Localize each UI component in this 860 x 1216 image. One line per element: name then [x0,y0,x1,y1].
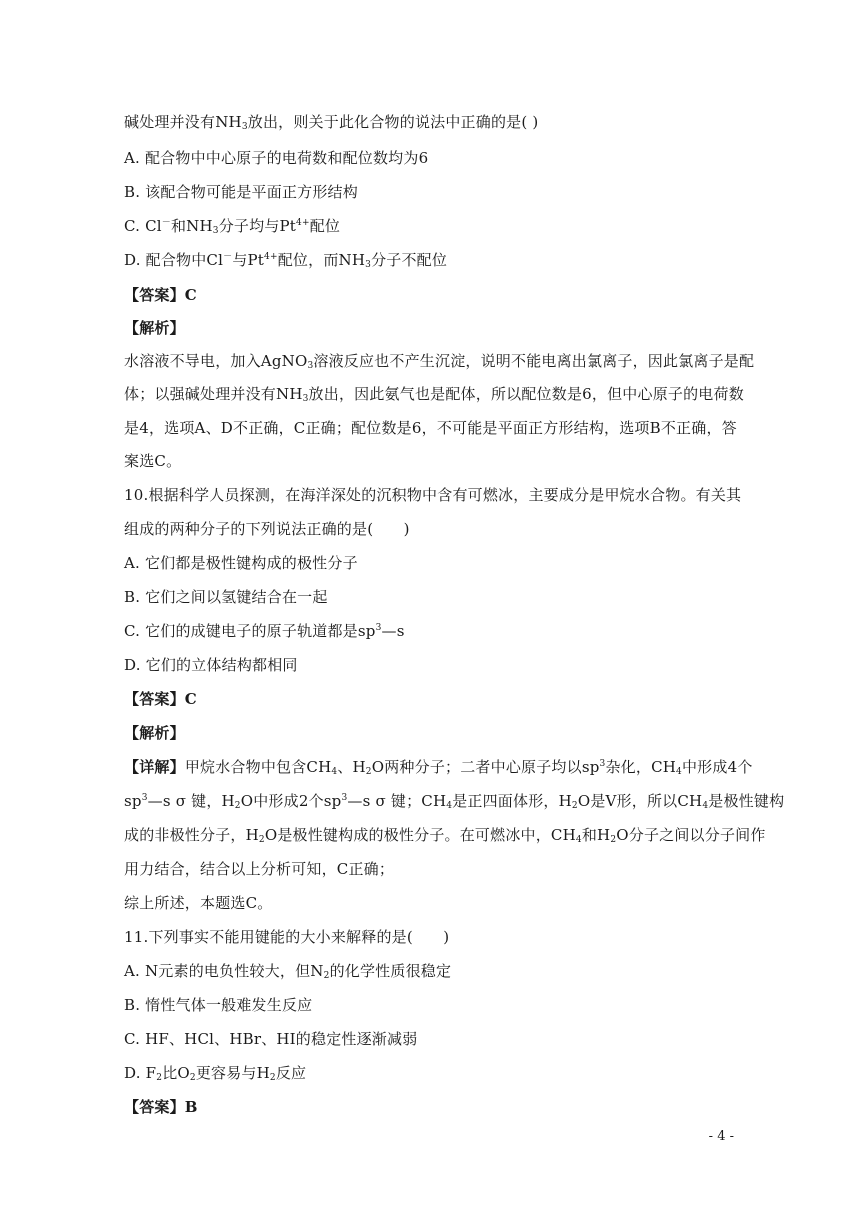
q9-option-a: A. 配合物中中心原子的电荷数和配位数均为6 [124,149,429,167]
q10-answer: 【答案】C [124,690,197,708]
q11-answer: 【答案】B [124,1098,198,1116]
q9-analysis-line-1: 水溶液不导电，加入AgNO$_3$溶液反应也不产生沉淀，说明不能电离出氯离子，因此氯离子是配 [124,352,755,371]
page-number: - 4 - [708,1129,734,1144]
q10-stem-line-1: 10.根据科学人员探测，在海洋深处的沉积物中含有可燃冰，主要成分是甲烷水合物。有关其 [124,486,742,504]
q11-option-d: D. $F_2$比$O_2$更容易与$H_2$反应 [124,1064,307,1083]
q9-option-b: B. 该配合物可能是平面正方形结构 [124,183,358,201]
q10-detail-line-2: $sp^3—s$ σ 键，$H_2O$中形成2个$sp^3—s$ σ 键；$CH_4$是正四面体形，$H_2O$是V形，所以$CH_4$是极性键构 [124,792,785,811]
q10-detail-line-1: 【详解】甲烷水合物中包含$CH_4$、$H_2O$两种分子；二者中心原子均以$sp^3$杂化，$CH_4$中形成4个 [124,758,753,777]
q10-option-d: D. 它们的立体结构都相同 [124,656,298,674]
q9-analysis-line-3: 是4，选项A、D不正确，C正确；配位数是6，不可能是平面正方形结构，选项B不正确，答 [124,419,737,437]
q11-option-a: A. N元素的电负性较大，但$N_2$的化学性质很稳定 [124,962,452,981]
q11-stem: 11.下列事实不能用键能的大小来解释的是( ) [124,928,450,946]
q10-stem-line-2: 组成的两种分子的下列说法正确的是( ) [124,520,410,538]
q9-analysis-line-2: 体；以强碱处理并没有$NH_3$放出，因此氨气也是配体，所以配位数是6，但中心原子的电荷数 [124,385,744,404]
q9-stem-tail: 碱处理并没有$NH_3$放出，则关于此化合物的说法中正确的是( ) [124,113,539,132]
q10-option-b: B. 它们之间以氢键结合在一起 [124,588,328,606]
q9-option-d: D. 配合物中Cl－与$Pt^{4+}$配位，而$NH_3$分子不配位 [124,251,448,270]
q10-option-c: C. 它们的成键电子的原子轨道都是$sp^3—s$ [124,622,405,640]
q10-option-a: A. 它们都是极性键构成的极性分子 [124,554,358,572]
q10-analysis-heading: 【解析】 [124,724,185,742]
q11-option-c: C. HF、HCl、HBr、HI的稳定性逐渐减弱 [124,1030,418,1048]
q9-analysis-line-4: 案选C。 [124,452,182,470]
q10-detail-line-3: 成的非极性分子，$H_2O$是极性键构成的极性分子。在可燃冰中，$CH_4$和$H_2O$分子之间以分子间作 [124,826,766,845]
q9-analysis-heading: 【解析】 [124,319,185,337]
q9-answer: 【答案】C [124,286,197,304]
q9-option-c: C. Cl－和$NH_3$分子均与$Pt^{4+}$配位 [124,217,341,236]
q11-option-b: B. 惰性气体一般难发生反应 [124,996,313,1014]
q10-detail-line-4: 用力结合，结合以上分析可知，C正确； [124,860,395,878]
q10-summary: 综上所述，本题选C。 [124,894,273,912]
